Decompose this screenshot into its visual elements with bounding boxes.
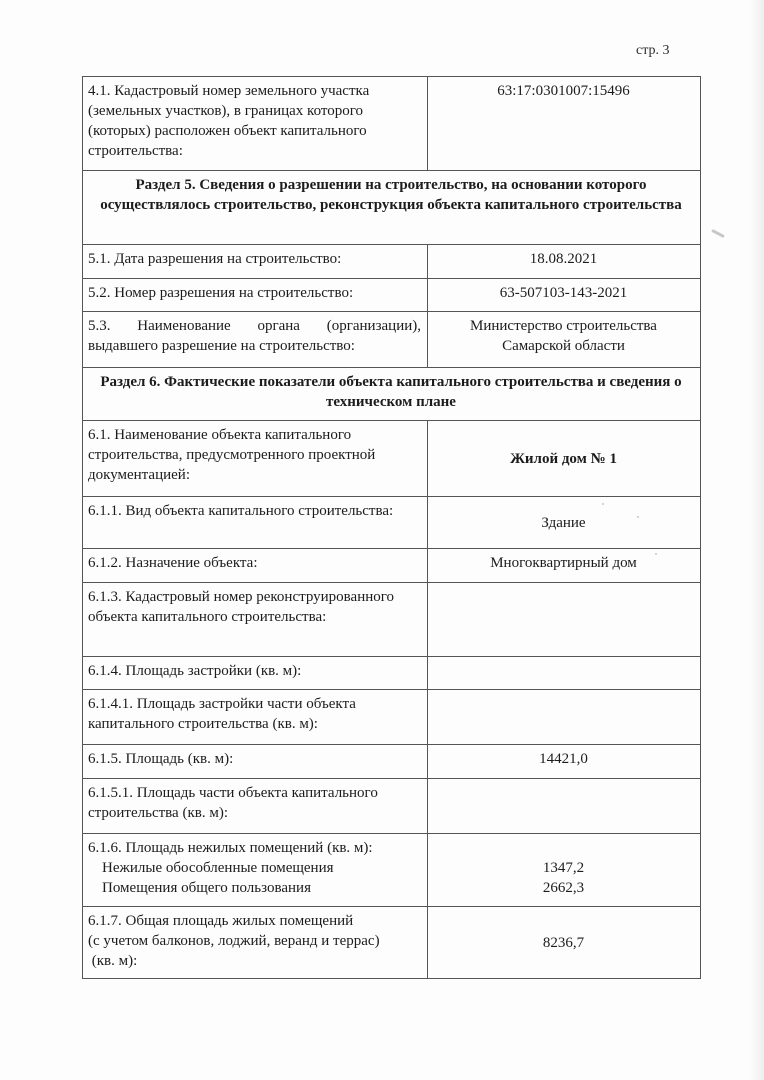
table-row-6-1-5 [83, 745, 701, 779]
object-name-value: Жилой дом № 1 [428, 421, 701, 497]
section-6-title: Раздел 6. Фактические показатели объекта капитального строительства и сведения о техническом плане [83, 368, 701, 421]
issuing-authority-line-2: Самарской области [502, 338, 625, 354]
table-row-5-2 [83, 279, 701, 312]
row-label: 5.3. Наименование органа (организации), выдавшего разрешение на строительство: [83, 312, 428, 368]
table-row-6-1-1 [83, 497, 701, 549]
row-label: 6.1.6. Площадь нежилых помещений (кв. м): [88, 840, 373, 856]
built-up-area-value [428, 657, 701, 690]
section-5-title: Раздел 5. Сведения о разрешении на строительство, на основании которого осуществлялось строительство, реконструкция объекта капитального строительства [83, 171, 701, 245]
built-up-area-part-value [428, 690, 701, 745]
row-label: 5.2. Номер разрешения на строительство: [83, 279, 428, 312]
permit-number-value: 63-507103-143-2021 [428, 279, 701, 312]
area-value: 14421,0 [428, 745, 701, 779]
reconstructed-cadastral-value [428, 583, 701, 657]
table-row-6-1-3 [83, 583, 701, 657]
permit-date-value: 18.08.2021 [428, 245, 701, 279]
sub-item-label: Нежилые обособленные помещения [102, 860, 334, 876]
table-row-6-1-4-1 [83, 690, 701, 745]
cadastral-number-value: 63:17:0301007:15496 [428, 77, 701, 171]
page-edge-shadow [750, 0, 764, 1080]
residential-area-label-cell [83, 907, 428, 979]
section-5-header-row [83, 171, 701, 245]
row-label-line-1: 6.1.7. Общая площадь жилых помещений [88, 913, 354, 929]
area-part-value [428, 779, 701, 834]
row-label: 6.1.4. Площадь застройки (кв. м): [83, 657, 428, 690]
non-residential-area-values [428, 834, 701, 907]
scan-mark [711, 229, 725, 238]
table-row-6-1 [83, 421, 701, 497]
row-label: 6.1.5.1. Площадь части объекта капитального строительства (кв. м): [83, 779, 428, 834]
non-residential-area-label-cell [83, 834, 428, 907]
row-label-line-2: (с учетом балконов, лоджий, веранд и террас) [88, 933, 380, 949]
row-label: 6.1.3. Кадастровый номер реконструированного объекта капитального строительства: [83, 583, 428, 657]
table-row-6-1-7 [83, 907, 701, 979]
table-row-6-1-4 [83, 657, 701, 690]
row-label: 6.1.1. Вид объекта капитального строительства: [83, 497, 428, 549]
sub-item-value: 1347,2 [542, 860, 585, 876]
residential-area-value: 8236,7 [428, 907, 701, 979]
row-label: 4.1. Кадастровый номер земельного участка (земельных участков), в границах которого (которых) расположен объект капитального строительства: [83, 77, 428, 171]
row-label: 6.1. Наименование объекта капитального строительства, предусмотренного проектной документацией: [83, 421, 428, 497]
table-row-6-1-2 [83, 549, 701, 583]
row-label: 6.1.5. Площадь (кв. м): [83, 745, 428, 779]
issuing-authority-value [428, 312, 701, 368]
section-6-header-row [83, 368, 701, 421]
table-row-6-1-5-1 [83, 779, 701, 834]
table-row-5-1 [83, 245, 701, 279]
table-row-6-1-6 [83, 834, 701, 907]
issuing-authority-line-1: Министерство строительства [470, 318, 657, 334]
document-table [82, 76, 701, 979]
row-label-line-3: (кв. м): [88, 953, 138, 969]
table-row-4-1 [83, 77, 701, 171]
page-number: стр. 3 [636, 43, 670, 58]
row-label: 5.1. Дата разрешения на строительство: [83, 245, 428, 279]
table-row-5-3 [83, 312, 701, 368]
row-label: 6.1.2. Назначение объекта: [83, 549, 428, 583]
sub-item-label: Помещения общего пользования [102, 880, 311, 896]
sub-item-value: 2662,3 [542, 880, 585, 896]
object-type-value: Здание [428, 497, 701, 549]
object-purpose-value: Многоквартирный дом [428, 549, 701, 583]
row-label: 6.1.4.1. Площадь застройки части объекта капитального строительства (кв. м): [83, 690, 428, 745]
